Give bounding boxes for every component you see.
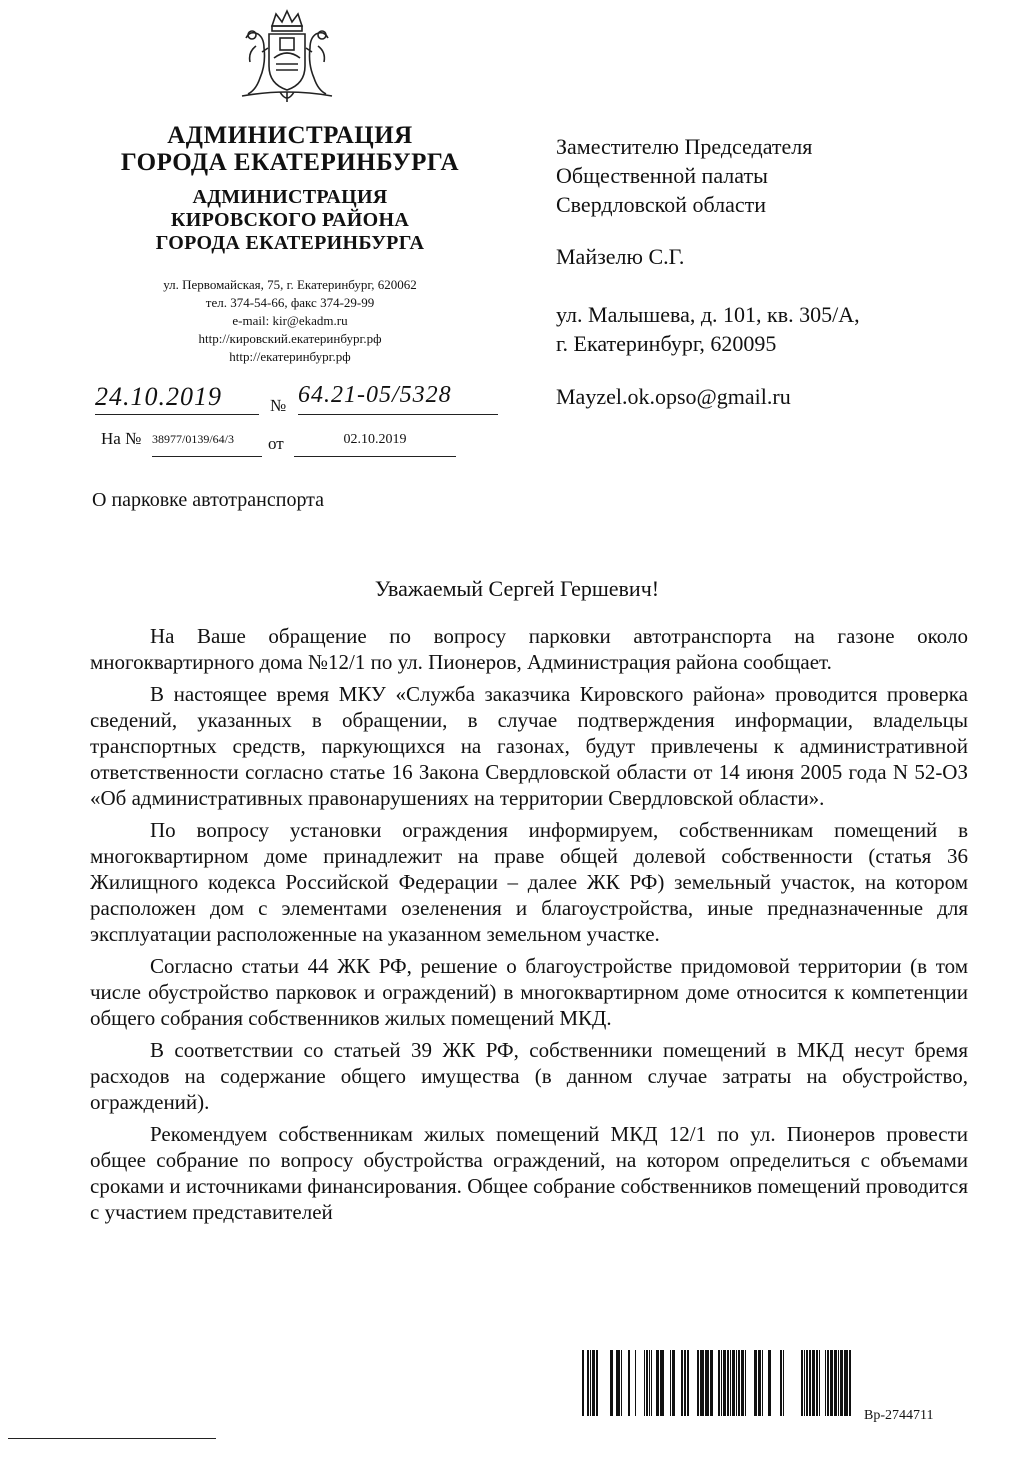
city-coat-of-arms-icon	[236, 8, 338, 106]
body-paragraph: На Ваше обращение по вопросу парковки автотранспорта на газоне около многоквартирного дома №12/1 по ул. Пионеров, Администрация района сообщает.	[90, 624, 968, 674]
addressee-line-3: Свердловской области	[556, 192, 766, 217]
contact-block	[60, 276, 520, 366]
addressee-title	[556, 132, 812, 219]
org-site-2: http://екатеринбург.рф	[229, 349, 351, 364]
letter-body	[90, 623, 968, 1231]
addressee-street: ул. Малышева, д. 101, кв. 305/А,	[556, 302, 860, 327]
addressee-city: г. Екатеринбург, 620095	[556, 331, 777, 356]
addressee-postal	[556, 300, 860, 358]
org-address: ул. Первомайская, 75, г. Екатеринбург, 620062	[163, 277, 417, 292]
dept-line-2: КИРОВСКОГО РАЙОНА	[170, 209, 410, 231]
body-paragraph: В настоящее время МКУ «Служба заказчика Кировского района» проводится проверка сведений, указанных в обращении, в случае подтверждения информации, владельцы транспортных средств, паркующихся на газонах, будут привлечены к административной ответственности согласно статье 16 Закона Свердловской области от 14 июня 2005 года N 52-ОЗ «Об административных правонарушениях на территории Свердловской области».	[90, 682, 968, 810]
reference-label: На №	[101, 429, 142, 448]
org-line-2: ГОРОДА ЕКАТЕРИНБУРГА	[120, 149, 460, 176]
letter-subject: О парковке автотранспорта	[92, 489, 325, 511]
barcode-icon	[582, 1350, 852, 1416]
body-paragraph: В соответствии со статьей 39 ЖК РФ, собственники помещений в МКД несут бремя расходов на содержание общего имущества (в данном случае затраты на обустройство, ограждений).	[90, 1038, 968, 1114]
organization-name	[60, 122, 520, 176]
outgoing-number: 64.21-05/5328	[298, 382, 498, 415]
org-email: e-mail: kir@ekadm.ru	[232, 313, 348, 328]
org-site-1: http://кировский.екатеринбург.рф	[198, 331, 382, 346]
reference-number: 38977/0139/64/3	[152, 423, 262, 457]
addressee-email: Mayzel.ok.opso@gmail.ru	[556, 384, 791, 409]
document-id: Вр-2744711	[864, 1408, 934, 1423]
outgoing-date: 24.10.2019	[95, 382, 259, 415]
dept-line-1: АДМИНИСТРАЦИЯ	[192, 186, 388, 208]
department-name	[60, 186, 520, 255]
reference-from-label: от	[268, 434, 284, 453]
addressee-name: Майзелю С.Г.	[556, 244, 685, 269]
reference-date: 02.10.2019	[294, 423, 456, 457]
footer-divider	[8, 1438, 216, 1439]
org-phone: тел. 374-54-66, факс 374-29-99	[205, 295, 375, 310]
salutation: Уважаемый Сергей Гершевич!	[374, 576, 660, 601]
body-paragraph: Согласно статьи 44 ЖК РФ, решение о благоустройстве придомовой территории (в том числе обустройство парковок и ограждений) в многоквартирном доме относится к компетенции общего собрания собственников жилых помещений МКД.	[90, 954, 968, 1030]
outgoing-number-label: №	[270, 396, 287, 415]
org-line-1: АДМИНИСТРАЦИЯ	[167, 122, 413, 149]
dept-line-3: ГОРОДА ЕКАТЕРИНБУРГА	[155, 232, 425, 254]
addressee-line-2: Общественной палаты	[556, 163, 768, 188]
body-paragraph: Рекомендуем собственникам жилых помещений МКД 12/1 по ул. Пионеров провести общее собрание по вопросу обустройства ограждений, на котором определиться с объемами сроками и источниками финансирования. Общее собрание собственников помещений проводится с участием представителей	[90, 1122, 968, 1224]
body-paragraph: По вопросу установки ограждения информируем, собственникам помещений в многоквартирном доме принадлежит на праве общей долевой собственности (статья 36 Жилищного кодекса Российской Федерации – далее ЖК РФ) земельный участок, на котором расположен дом с элементами озеленения и благоустройства, иные предназначенные для эксплуатации расположенные на указанном земельном участке.	[90, 818, 968, 946]
addressee-line-1: Заместителю Председателя	[556, 134, 813, 159]
